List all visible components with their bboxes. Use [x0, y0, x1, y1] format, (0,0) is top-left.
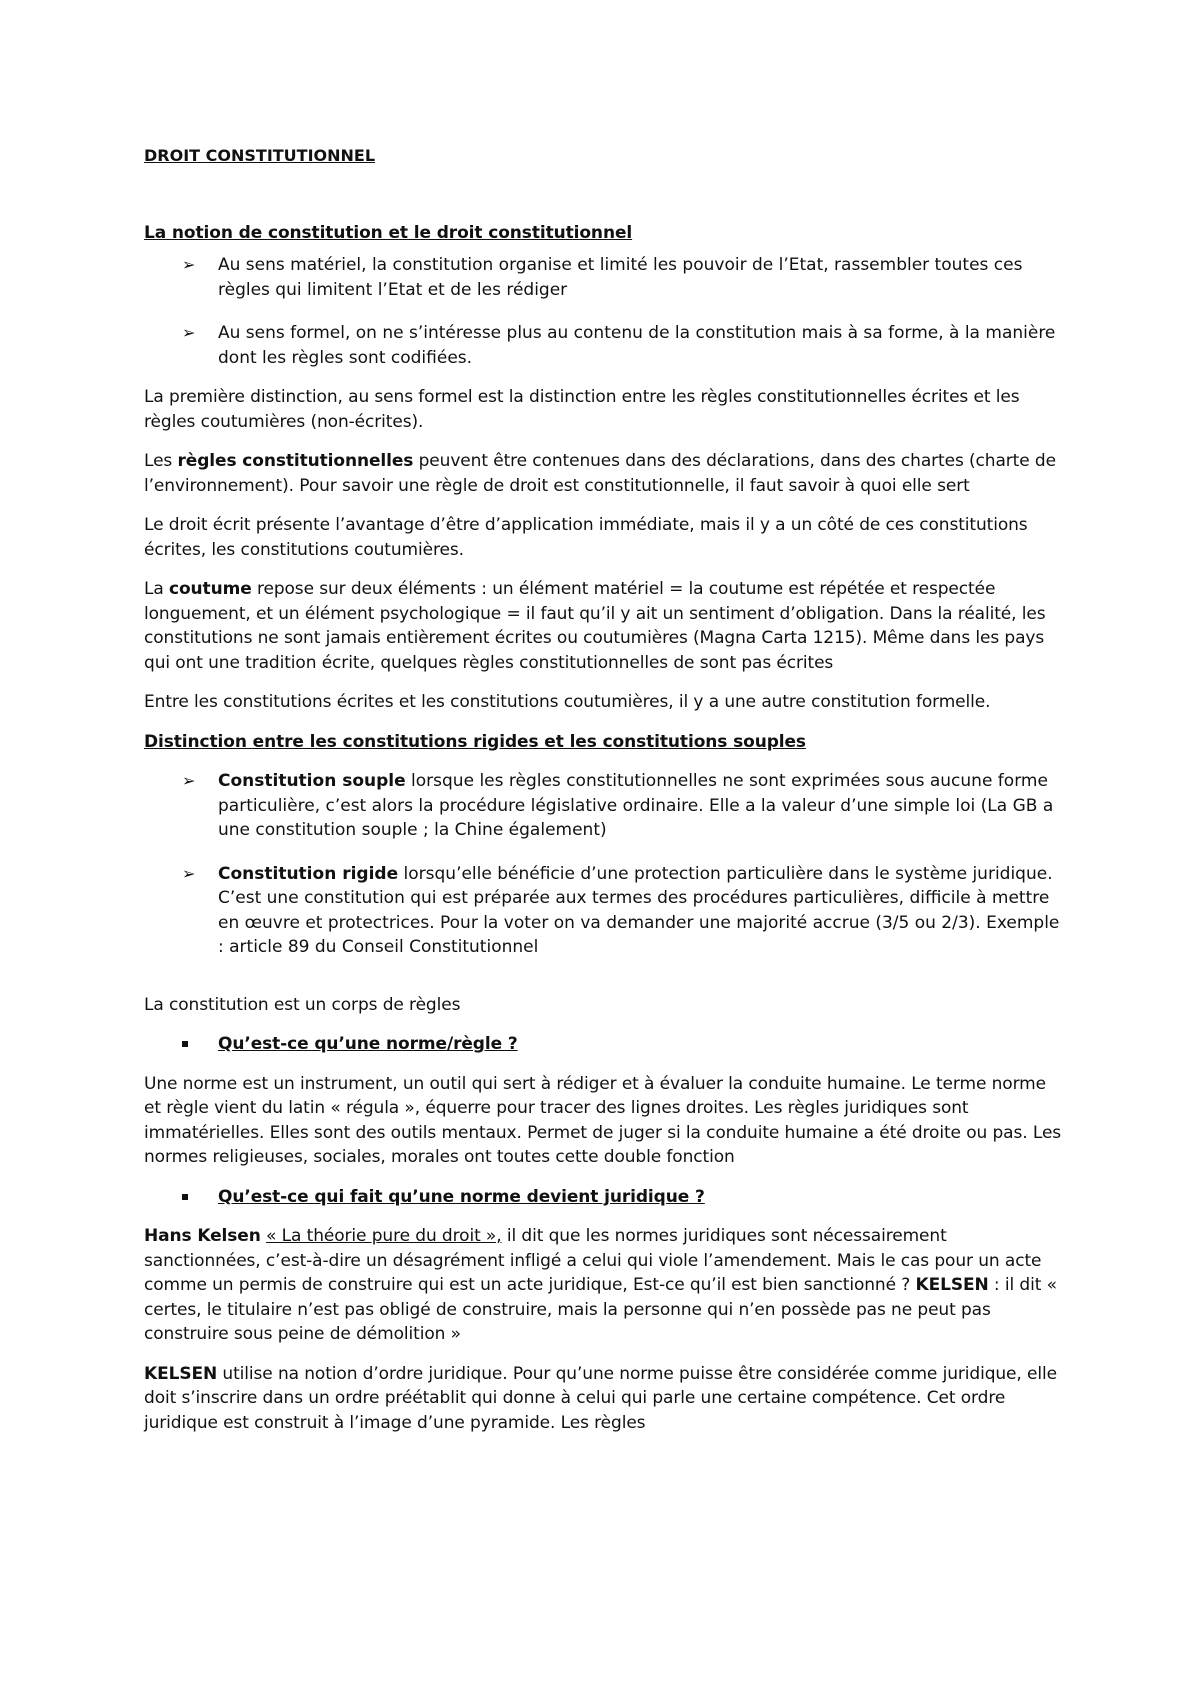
- list-item: [144, 321, 1065, 370]
- list-item-text: lorsque les règles constitutionnelles ne sont exprimées sous aucune forme particulière, c’est alors la procédure législative ordinaire. Elle a la valeur d’une simple loi (La GB a une constitution souple ; la Chine également): [218, 771, 1054, 840]
- paragraph: La coutume repose sur deux éléments : un élément matériel = la coutume est répétée et respectée longuement, et un élément psychologique = il faut qu’il y ait un sentiment d’obligation. Dans la réalité, les constitutions ne sont jamais entièrement écrites ou coutumières (Magna Carta 1215). Même dans les pays qui ont une tradition écrite, quelques règles constitutionnelles de sont pas écrites: [144, 579, 1046, 673]
- bold-term: Constitution rigide: [218, 863, 399, 884]
- paragraph: Hans Kelsen « La théorie pure du droit », il dit que les normes juridiques sont nécessairement sanctionnées, c’est-à-dire un désagrément infligé a celui qui viole l’amendement. Mais le cas pour un acte comme un permis de construire qui est un acte juridique, Est-ce qu’il est bien sanctionné ? KELSEN : il dit « certes, le titulaire n’est pas obligé de construire, mais la personne qui n’en possède pas ne peut pas construire sous peine de démolition »: [144, 1226, 1057, 1344]
- paragraph: Les règles constitutionnelles peuvent être contenues dans des déclarations, dans des chartes (charte de l’environnement). Pour savoir une règle de droit est constitutionnelle, il faut savoir à quoi elle sert: [144, 451, 1056, 496]
- paragraph: La constitution est un corps de règles: [144, 994, 461, 1015]
- arrow-bullet-icon: ➢: [182, 255, 196, 274]
- square-bullet-icon: [182, 1194, 188, 1200]
- bold-term: KELSEN: [144, 1363, 218, 1384]
- bold-term: Constitution souple: [218, 771, 406, 791]
- bullet-list-constitutions: [144, 769, 1065, 960]
- bullet-list-sens: [144, 253, 1065, 370]
- question-heading: Qu’est-ce qu’une norme/règle ?: [144, 1032, 1065, 1057]
- arrow-bullet-icon: ➢: [182, 771, 196, 790]
- list-item: [144, 769, 1065, 843]
- list-item-text: Au sens formel, on ne s’intéresse plus au contenu de la constitution mais à sa forme, à la manière dont les règles sont codifiées.: [218, 323, 1056, 368]
- bold-term: Hans Kelsen: [144, 1226, 261, 1246]
- paragraph: Le droit écrit présente l’avantage d’être d’application immédiate, mais il y a un côté de ces constitutions écrites, les constitutions coutumières.: [144, 515, 1028, 560]
- paragraph: Une norme est un instrument, un outil qui sert à rédiger et à évaluer la conduite humaine. Le terme norme et règle vient du latin « régula », équerre pour tracer des lignes droites. Les règles juridiques sont immatérielles. Elles sont des outils mentaux. Permet de juger si la conduite humaine a été droite ou pas. Les normes religieuses, sociales, morales ont toutes cette double fonction: [144, 1073, 1062, 1167]
- question-heading: Qu’est-ce qui fait qu’une norme devient juridique ?: [144, 1185, 1065, 1210]
- section-heading-distinction: Distinction entre les constitutions rigides et les constitutions souples: [144, 731, 806, 752]
- section-heading-notion: La notion de constitution et le droit constitutionnel: [144, 222, 633, 243]
- list-item-text: lorsqu’elle bénéficie d’une protection particulière dans le système juridique. C’est une constitution qui est préparée aux termes des procédures particulières, difficile à mettre en œuvre et protectrices. Pour la voter on va demander une majorité accrue (3/5 ou 2/3). Exemple : article 89 du Conseil Constitutionnel: [218, 863, 1060, 957]
- arrow-bullet-icon: ➢: [182, 323, 196, 342]
- arrow-bullet-icon: ➢: [182, 863, 196, 883]
- list-item: [144, 862, 1065, 960]
- list-item: [144, 253, 1065, 302]
- list-item-text: Au sens matériel, la constitution organise et limité les pouvoir de l’Etat, rassembler toutes ces règles qui limitent l’Etat et de les rédiger: [218, 255, 1023, 300]
- paragraph: KELSEN utilise na notion d’ordre juridique. Pour qu’une norme puisse être considérée comme juridique, elle doit s’inscrire dans un ordre préétablit qui donne à celui qui parle une certaine compétence. Cet ordre juridique est construit à l’image d’une pyramide. Les règles: [144, 1363, 1057, 1433]
- bold-term: KELSEN: [915, 1275, 989, 1295]
- bold-term: coutume: [169, 579, 252, 599]
- square-bullet-icon: [182, 1041, 188, 1047]
- bold-term: règles constitutionnelles: [177, 451, 414, 471]
- paragraph: Entre les constitutions écrites et les constitutions coutumières, il y a une autre constitution formelle.: [144, 692, 991, 712]
- paragraph: La première distinction, au sens formel est la distinction entre les règles constitutionnelles écrites et les règles coutumières (non-écrites).: [144, 387, 1020, 432]
- book-reference: « La théorie pure du droit »,: [266, 1226, 502, 1246]
- document-title: DROIT CONSTITUTIONNEL: [144, 146, 376, 165]
